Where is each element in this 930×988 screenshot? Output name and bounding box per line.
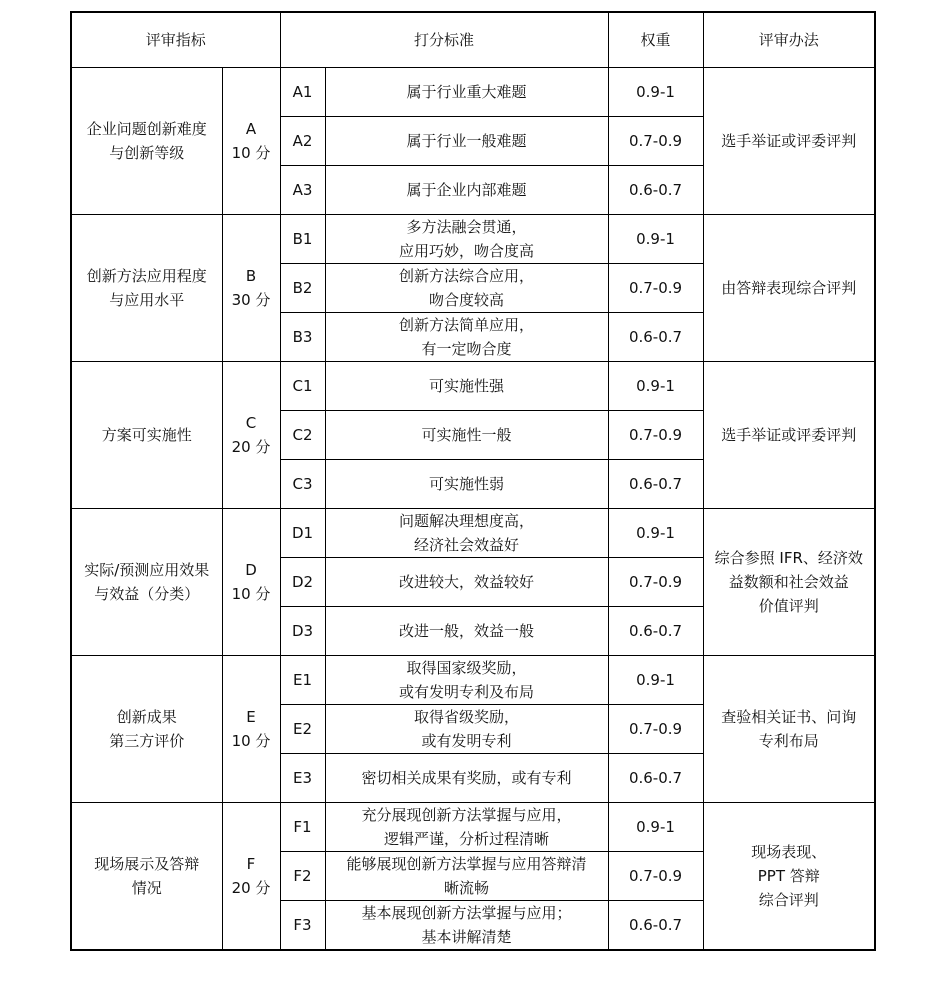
- table-row: [71, 656, 875, 705]
- cell-line: PPT 答辩: [757, 867, 820, 885]
- header-method: 评审办法: [703, 12, 875, 68]
- cell-line: 晰流畅: [443, 879, 489, 897]
- standard-cell: [325, 558, 608, 607]
- method-cell: [703, 68, 875, 215]
- category-cell: [222, 803, 280, 951]
- cell-line: F: [246, 855, 256, 873]
- weight-cell: 0.9-1: [608, 656, 703, 705]
- standard-cell: [325, 166, 608, 215]
- standard-cell: [325, 68, 608, 117]
- cell-line: 与创新等级: [109, 144, 185, 162]
- weight-cell: 0.9-1: [608, 362, 703, 411]
- standard-cell: [325, 754, 608, 803]
- category-cell: [222, 362, 280, 509]
- weight-cell: 0.6-0.7: [608, 607, 703, 656]
- cell-line: 与效益（分类）: [94, 585, 200, 603]
- standard-cell: [325, 901, 608, 951]
- cell-line: 企业问题创新难度: [86, 120, 207, 138]
- standard-cell: [325, 313, 608, 362]
- weight-cell: 0.7-0.9: [608, 705, 703, 754]
- weight-cell: 0.6-0.7: [608, 313, 703, 362]
- code-cell: D2: [280, 558, 325, 607]
- cell-line: 第三方评价: [109, 732, 185, 750]
- code-cell: B1: [280, 215, 325, 264]
- cell-line: 创新方法应用程度: [86, 267, 207, 285]
- criterion-cell: [71, 803, 222, 951]
- cell-line: 基本展现创新方法掌握与应用；: [361, 904, 572, 922]
- weight-cell: 0.9-1: [608, 803, 703, 852]
- cell-line: 方案可实施性: [101, 426, 192, 444]
- cell-line: 属于企业内部难题: [406, 181, 527, 199]
- scoring-table: [70, 11, 876, 951]
- cell-line: D: [245, 561, 257, 579]
- standard-cell: [325, 852, 608, 901]
- code-cell: A1: [280, 68, 325, 117]
- table-body: [71, 68, 875, 951]
- code-cell: C2: [280, 411, 325, 460]
- weight-cell: 0.9-1: [608, 68, 703, 117]
- table-row: [71, 362, 875, 411]
- weight-cell: 0.7-0.9: [608, 117, 703, 166]
- standard-cell: [325, 411, 608, 460]
- cell-line: 10 分: [231, 732, 271, 750]
- table-row: [71, 68, 875, 117]
- standard-cell: [325, 509, 608, 558]
- table-row: [71, 509, 875, 558]
- weight-cell: 0.6-0.7: [608, 166, 703, 215]
- header-criteria: 评审指标: [71, 12, 280, 68]
- code-cell: A2: [280, 117, 325, 166]
- standard-cell: [325, 117, 608, 166]
- category-cell: [222, 215, 280, 362]
- cell-line: 多方法融会贯通，: [406, 218, 527, 236]
- cell-line: 20 分: [231, 438, 271, 456]
- cell-line: 取得国家级奖励，: [406, 659, 527, 677]
- weight-cell: 0.7-0.9: [608, 264, 703, 313]
- cell-line: 综合参照 IFR、经济效: [714, 549, 863, 567]
- cell-line: 专利布局: [758, 732, 819, 750]
- cell-line: 可实施性强: [428, 377, 504, 395]
- code-cell: C1: [280, 362, 325, 411]
- weight-cell: 0.7-0.9: [608, 411, 703, 460]
- cell-line: 创新成果: [116, 708, 177, 726]
- cell-line: 10 分: [231, 144, 271, 162]
- weight-cell: 0.6-0.7: [608, 901, 703, 951]
- cell-line: 改进较大，效益较好: [398, 573, 534, 591]
- code-cell: B3: [280, 313, 325, 362]
- cell-line: 或有发明专利: [421, 732, 512, 750]
- cell-line: 逻辑严谨，分析过程清晰: [383, 830, 549, 848]
- criterion-cell: [71, 656, 222, 803]
- cell-line: 或有发明专利及布局: [398, 683, 534, 701]
- cell-line: 价值评判: [758, 597, 819, 615]
- cell-line: 综合评判: [758, 891, 819, 909]
- cell-line: B: [245, 267, 257, 285]
- header-weight: 权重: [608, 12, 703, 68]
- cell-line: 密切相关成果有奖励，或有专利: [361, 769, 572, 787]
- cell-line: 问题解决理想度高，: [398, 512, 534, 530]
- standard-cell: [325, 656, 608, 705]
- cell-line: 现场展示及答辩: [94, 855, 200, 873]
- code-cell: D1: [280, 509, 325, 558]
- header-row: [71, 12, 875, 68]
- method-cell: [703, 803, 875, 951]
- cell-line: 可实施性一般: [421, 426, 512, 444]
- code-cell: E1: [280, 656, 325, 705]
- cell-line: 基本讲解清楚: [421, 928, 512, 946]
- cell-line: 有一定吻合度: [421, 340, 512, 358]
- cell-line: 实际/预测应用效果: [84, 561, 210, 579]
- code-cell: F2: [280, 852, 325, 901]
- criterion-cell: [71, 215, 222, 362]
- standard-cell: [325, 607, 608, 656]
- weight-cell: 0.7-0.9: [608, 558, 703, 607]
- criterion-cell: [71, 509, 222, 656]
- criterion-cell: [71, 362, 222, 509]
- standard-cell: [325, 264, 608, 313]
- cell-line: 查验相关证书、问询: [721, 708, 857, 726]
- standard-cell: [325, 460, 608, 509]
- cell-line: 选手举证或评委评判: [721, 426, 857, 444]
- cell-line: 可实施性弱: [428, 475, 504, 493]
- method-cell: [703, 362, 875, 509]
- standard-cell: [325, 215, 608, 264]
- code-cell: E2: [280, 705, 325, 754]
- category-cell: [222, 509, 280, 656]
- criterion-cell: [71, 68, 222, 215]
- cell-line: 属于行业重大难题: [406, 83, 527, 101]
- cell-line: 取得省级奖励，: [413, 708, 519, 726]
- cell-line: 创新方法简单应用，: [398, 316, 534, 334]
- weight-cell: 0.9-1: [608, 509, 703, 558]
- code-cell: F1: [280, 803, 325, 852]
- code-cell: E3: [280, 754, 325, 803]
- cell-line: 30 分: [231, 291, 271, 309]
- cell-line: C: [245, 414, 257, 432]
- category-cell: [222, 68, 280, 215]
- weight-cell: 0.6-0.7: [608, 754, 703, 803]
- cell-line: 由答辩表现综合评判: [721, 279, 857, 297]
- cell-line: 属于行业一般难题: [406, 132, 527, 150]
- code-cell: A3: [280, 166, 325, 215]
- header-standard: 打分标准: [280, 12, 608, 68]
- code-cell: D3: [280, 607, 325, 656]
- cell-line: 情况: [131, 879, 162, 897]
- cell-line: 20 分: [231, 879, 271, 897]
- cell-line: 益数额和社会效益: [728, 573, 849, 591]
- standard-cell: [325, 803, 608, 852]
- weight-cell: 0.9-1: [608, 215, 703, 264]
- cell-line: A: [245, 120, 257, 138]
- standard-cell: [325, 705, 608, 754]
- cell-line: 选手举证或评委评判: [721, 132, 857, 150]
- cell-line: 能够展现创新方法掌握与应用答辩清: [346, 855, 587, 873]
- cell-line: 经济社会效益好: [413, 536, 519, 554]
- method-cell: [703, 215, 875, 362]
- code-cell: C3: [280, 460, 325, 509]
- table-row: [71, 215, 875, 264]
- code-cell: F3: [280, 901, 325, 951]
- cell-line: 应用巧妙，吻合度高: [398, 242, 534, 260]
- cell-line: 与应用水平: [109, 291, 185, 309]
- table-row: [71, 803, 875, 852]
- cell-line: 10 分: [231, 585, 271, 603]
- method-cell: [703, 656, 875, 803]
- cell-line: 吻合度较高: [428, 291, 504, 309]
- category-cell: [222, 656, 280, 803]
- cell-line: 现场表现、: [751, 843, 827, 861]
- cell-line: 改进一般，效益一般: [398, 622, 534, 640]
- weight-cell: 0.7-0.9: [608, 852, 703, 901]
- cell-line: E: [246, 708, 256, 726]
- method-cell: [703, 509, 875, 656]
- cell-line: 充分展现创新方法掌握与应用，: [361, 806, 572, 824]
- standard-cell: [325, 362, 608, 411]
- cell-line: 创新方法综合应用，: [398, 267, 534, 285]
- code-cell: B2: [280, 264, 325, 313]
- weight-cell: 0.6-0.7: [608, 460, 703, 509]
